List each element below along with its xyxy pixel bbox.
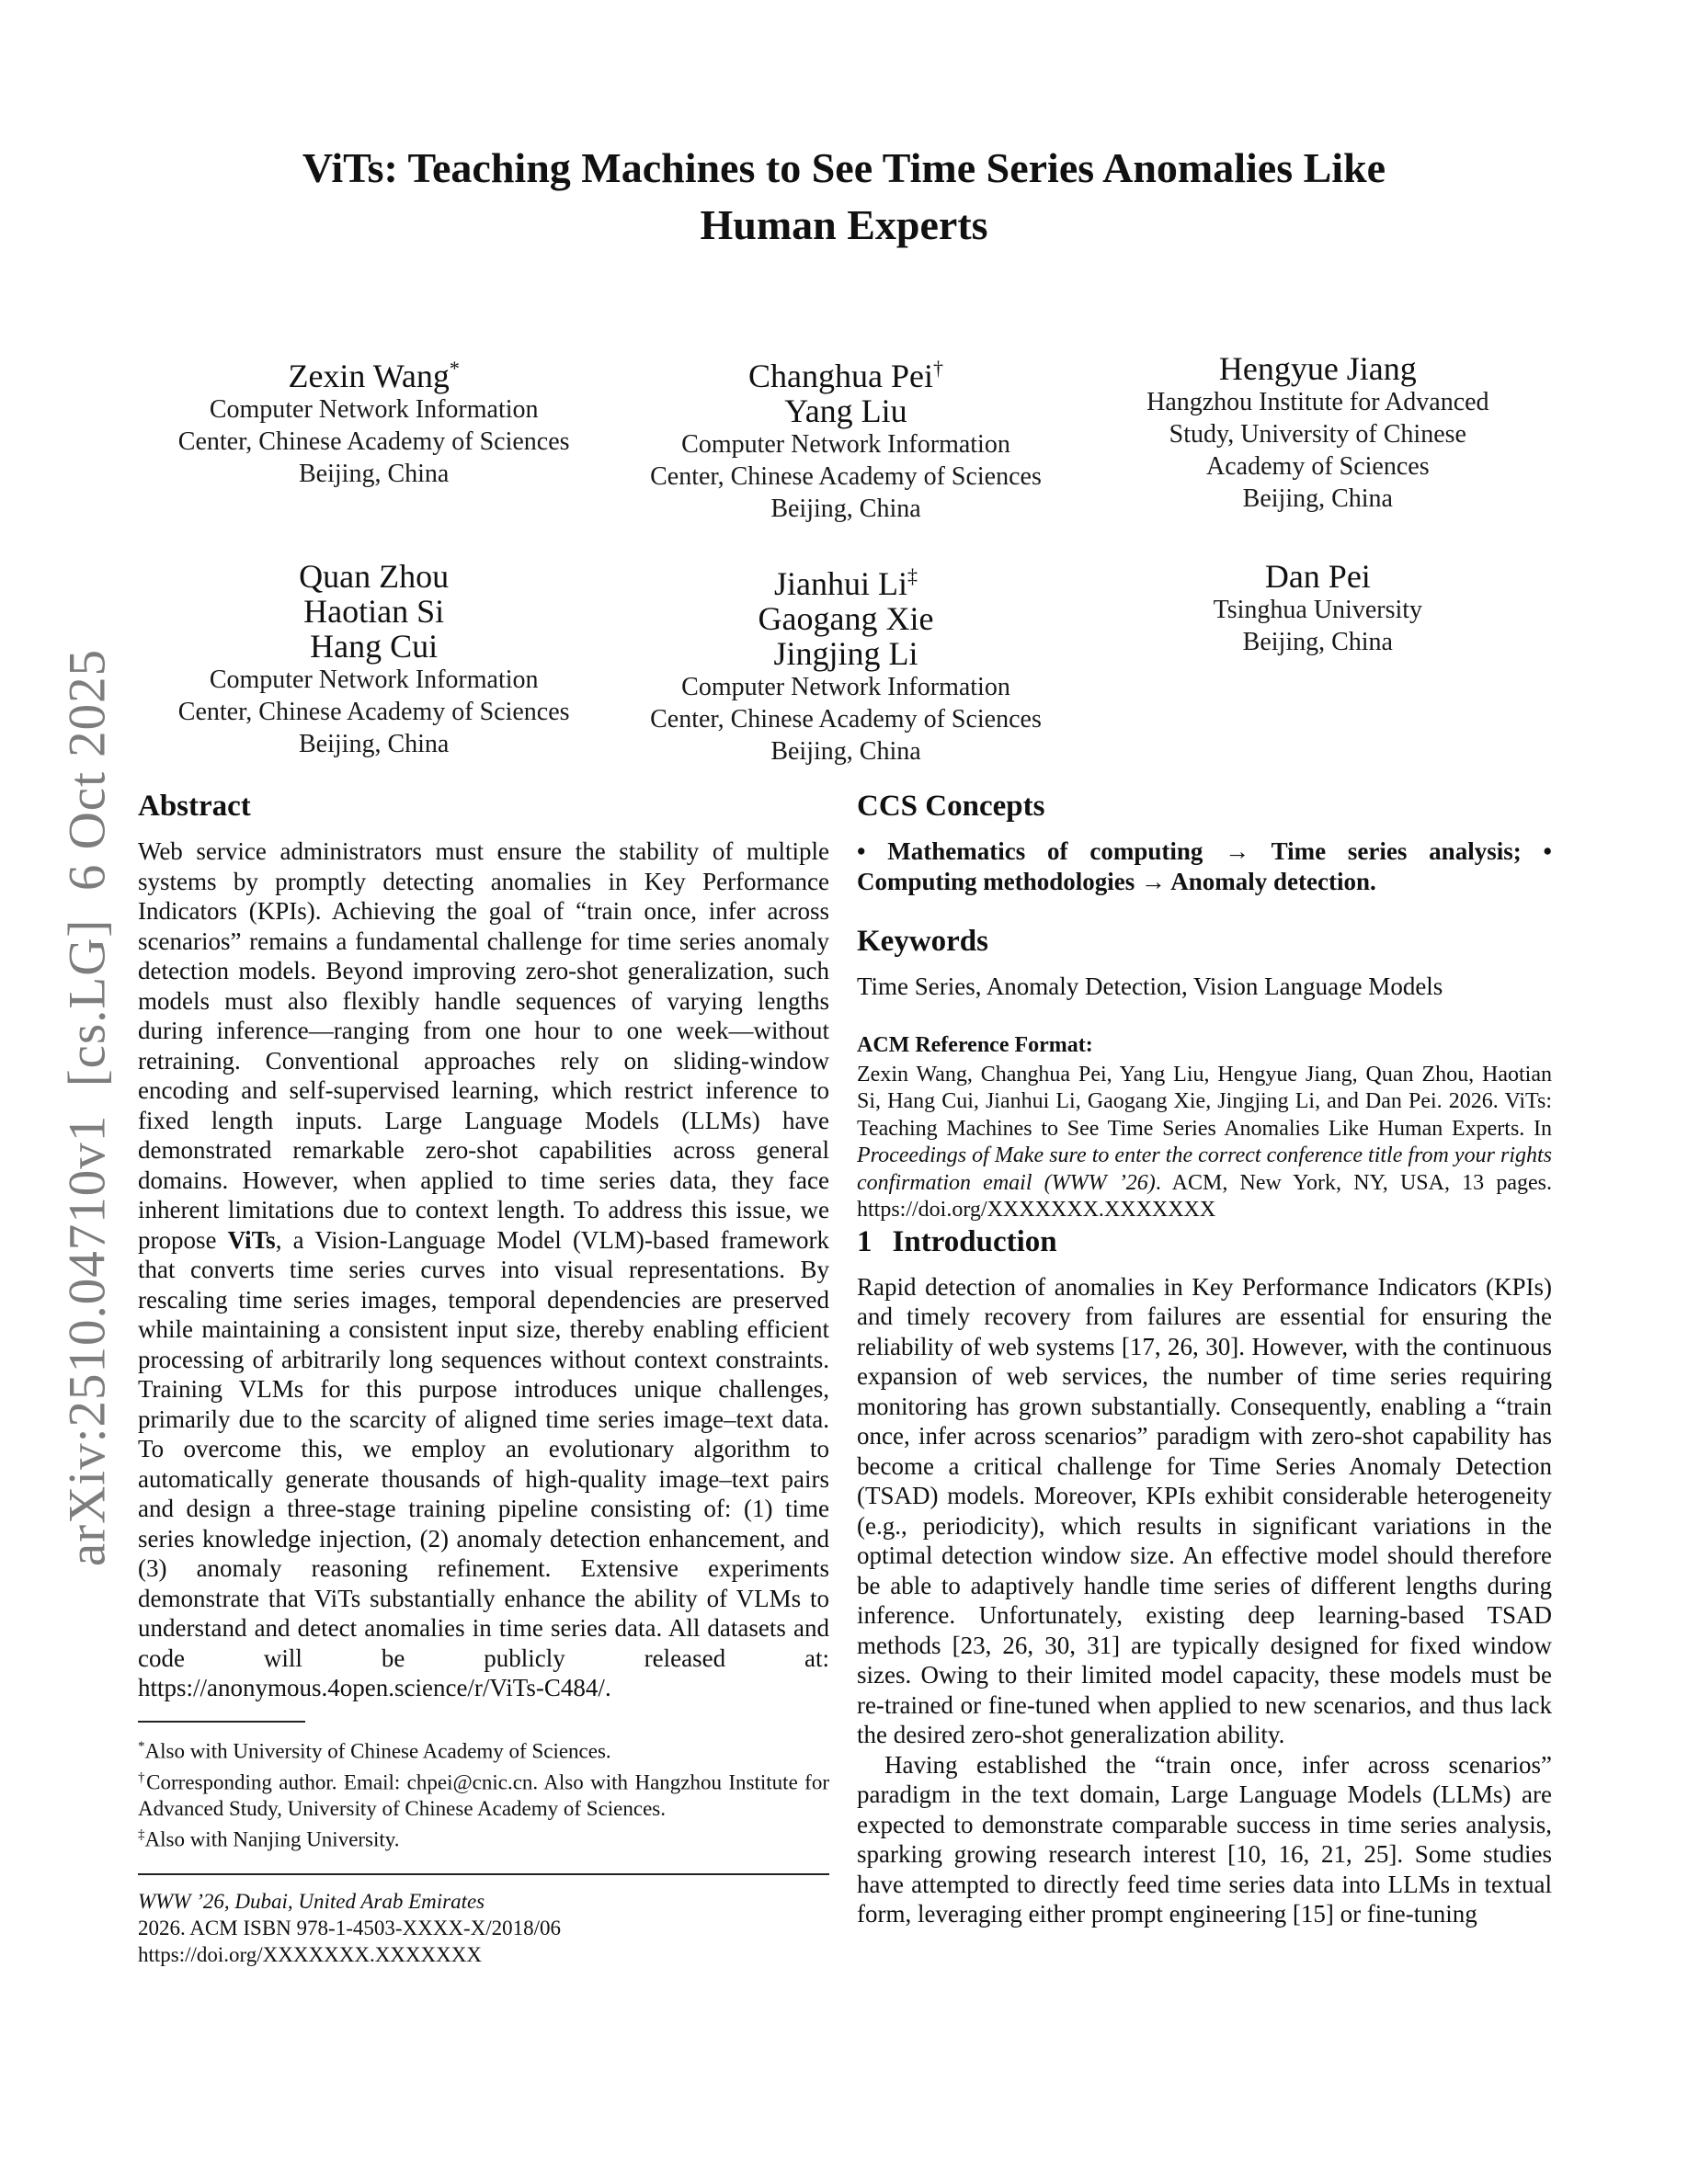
intro-paragraph-1: Rapid detection of anomalies in Key Performance Indicators (KPIs) and timely recovery from failures are essential for ensuring the reliability of web systems [17, 26, 30]. However, with the continuous expansion of web services, the number of time series requiring monitoring has grown substantially. Consequently, enabling a “train once, infer across scenarios” paradigm with zero-shot capability has become a critical challenge for Time Series Anomaly Detection (TSAD) models. Moreover, KPIs exhibit considerable heterogeneity (e.g., periodicity), which results in significant variations in the optimal detection window size. An effective model should therefore be able to adaptively handle time series of different lengths during inference. Unfortunately, existing deep learning-based TSAD methods [23, 26, 30, 31] are typically designed for fixed window sizes. Owing to their limited model capacity, these models must be re-trained or fine-tuned when applied to new scenarios, and thus lack the desired zero-shot generalization ability. <box>857 1272 1552 1748</box>
author-name: Quan Zhou <box>299 558 450 595</box>
author-name: Dan Pei <box>1264 558 1371 595</box>
author-block <box>138 351 610 525</box>
section-number: 1 <box>857 1224 873 1258</box>
acm-reference-doi-link[interactable]: https://doi.org/XXXXXXX.XXXXXXX <box>857 1198 1216 1222</box>
author-block <box>138 559 610 768</box>
author-affiliation-line: Center, Chinese Academy of Sciences <box>650 705 1042 734</box>
author-name: Gaogang Xie <box>758 600 934 637</box>
author-name: Hengyue Jiang <box>1218 350 1417 387</box>
author-affiliation-line: Study, University of Chinese <box>1169 420 1466 449</box>
conference-doi-link: https://doi.org/XXXXXXX.XXXXXXX <box>138 1943 482 1966</box>
author-affiliation-line: Computer Network Information <box>681 673 1010 701</box>
author-name: Yang Liu <box>784 392 907 429</box>
author-affiliation-line: Academy of Sciences <box>1206 452 1430 481</box>
author-affiliation-line: Beijing, China <box>299 730 450 758</box>
author-name: Jingjing Li <box>773 635 918 672</box>
introduction-heading: 1 Introduction <box>857 1224 1057 1258</box>
conference-block <box>138 1873 829 1968</box>
model-name: ViTs <box>227 1225 276 1254</box>
author-affiliation-line: Beijing, China <box>770 495 921 523</box>
author-affiliation-line: Center, Chinese Academy of Sciences <box>650 462 1042 491</box>
author-block <box>610 351 1081 525</box>
footnote-block <box>138 1721 829 1853</box>
footnote-item: ‡Also with Nanjing University. <box>138 1827 400 1851</box>
author-affiliation-line: Computer Network Information <box>209 665 539 694</box>
acm-reference-text: Zexin Wang, Changhua Pei, Yang Liu, Hengyue Jiang, Quan Zhou, Haotian Si, Hang Cui, Jianhui Li, Gaogang Xie, Jingjing Li, and Dan Pei. 2026. ViTs: Teaching Machines to See Time Series Anomalies Like Human Experts. In Proceedings of Make sure to enter the correct conference title from your rights confirmation email (WWW ’26). ACM, New York, NY, USA, 13 pages. https://doi.org/XXXXXXX.XXXXXXX <box>857 1062 1552 1222</box>
keywords-text: Time Series, Anomaly Detection, Vision Language Models <box>857 973 1443 1000</box>
author-affiliation-line: Beijing, China <box>1242 484 1393 513</box>
intro-paragraph-2: Having established the “train once, infer across scenarios” paradigm in the text domain, Large Language Models (LLMs) are expected to demonstrate comparable success in time series analysis, sparking growing research interest [10, 16, 21, 25]. Some studies have attempted to directly feed time series data into LLMs in textual form, leveraging either prompt engineering [15] or fine-tuning <box>857 1750 1552 1928</box>
author-row-1 <box>138 351 1554 525</box>
author-name: Jianhui Li‡ <box>774 564 918 602</box>
ccs-text: • Mathematics of computing → Time series analysis; • Computing methodologies → Anomaly detection. <box>857 837 1552 895</box>
paper-title <box>0 140 1688 254</box>
footnote-rule <box>138 1721 305 1723</box>
arxiv-watermark: arXiv:2510.04710v1 [cs.LG] 6 Oct 2025 <box>58 648 117 1567</box>
author-name: Hang Cui <box>310 628 439 665</box>
author-name: Changhua Pei† <box>748 357 943 394</box>
paper-title-line2: Human Experts <box>700 201 988 248</box>
conference-venue: WWW ’26, Dubai, United Arab Emirates <box>138 1890 485 1913</box>
author-affiliation-line: Computer Network Information <box>681 430 1010 459</box>
author-name: Zexin Wang* <box>288 357 460 394</box>
author-affiliation-line: Tsinghua University <box>1213 596 1423 624</box>
keywords-heading: Keywords <box>857 925 988 958</box>
author-row-2 <box>138 559 1554 768</box>
author-block <box>1082 559 1554 768</box>
abstract-text: Web service administrators must ensure the stability of multiple systems by promptly detecting anomalies in Key Performance Indicators (KPIs). Achieving the goal of “train once, infer across scenarios” remains a fundamental challenge for time series anomaly detection models. Beyond improving zero-shot generalization, such models must also flexibly handle sequences of varying lengths during inference—ranging from one hour to one week—without retraining. Conventional approaches rely on sliding-window encoding and self-supervised learning, which restrict inference to fixed length inputs. Large Language Models (LLMs) have demonstrated remarkable zero-shot capabilities across general domains. However, when applied to time series data, they face inherent limitations due to context length. To address this issue, we propose ViTs, a Vision-Language Model (VLM)-based framework that converts time series curves into visual representations. By rescaling time series images, temporal dependencies are preserved while maintaining a consistent input size, thereby enabling efficient processing of arbitrarily long sequences without context constraints. Training VLMs for this purpose introduces unique challenges, primarily due to the scarcity of aligned time series image–text data. To overcome this, we employ an evolutionary algorithm to automatically generate thousands of high-quality image–text pairs and design a three-stage training pipeline consisting of: (1) time series knowledge injection, (2) anomaly detection enhancement, and (3) anomaly reasoning refinement. Extensive experiments demonstrate that ViTs substantially enhance the ability of VLMs to understand and detect anomalies in time series data. All datasets and code will be publicly released at: https://anonymous.4open.science/r/ViTs-C484/. <box>138 837 829 1701</box>
author-affiliation-line: Beijing, China <box>1242 628 1393 656</box>
abstract-code-link[interactable]: https://anonymous.4open.science/r/ViTs-C484/ <box>138 1674 605 1701</box>
footnote-item: †Corresponding author. Email: chpei@cnic.cn. Also with Hangzhou Institute for Advanced Study, University of Chinese Academy of Sciences. <box>138 1769 830 1821</box>
acm-reference-heading: ACM Reference Format: <box>857 1032 1093 1057</box>
right-column <box>857 789 1552 1929</box>
left-column <box>138 789 829 1703</box>
author-block <box>1082 351 1554 525</box>
author-affiliation-line: Center, Chinese Academy of Sciences <box>177 698 570 726</box>
conference-rule <box>138 1873 829 1875</box>
author-mark: ‡ <box>907 564 918 587</box>
author-block <box>610 559 1081 768</box>
conference-isbn: 2026. ACM ISBN 978-1-4503-XXXX-X/2018/06 <box>138 1917 561 1939</box>
ccs-heading: CCS Concepts <box>857 790 1045 823</box>
abstract-heading: Abstract <box>138 790 251 823</box>
author-mark: * <box>449 357 460 380</box>
author-affiliation-line: Center, Chinese Academy of Sciences <box>177 427 570 456</box>
author-affiliation-line: Beijing, China <box>770 737 921 766</box>
author-mark: † <box>932 357 943 380</box>
author-affiliation-line: Beijing, China <box>299 460 450 488</box>
author-affiliation-line: Computer Network Information <box>209 395 539 424</box>
paper-title-line1: ViTs: Teaching Machines to See Time Series Anomalies Like <box>302 144 1386 191</box>
author-name: Haotian Si <box>303 593 445 630</box>
footnote-item: *Also with University of Chinese Academy of Sciences. <box>138 1739 611 1763</box>
author-affiliation-line: Hangzhou Institute for Advanced <box>1146 388 1489 416</box>
